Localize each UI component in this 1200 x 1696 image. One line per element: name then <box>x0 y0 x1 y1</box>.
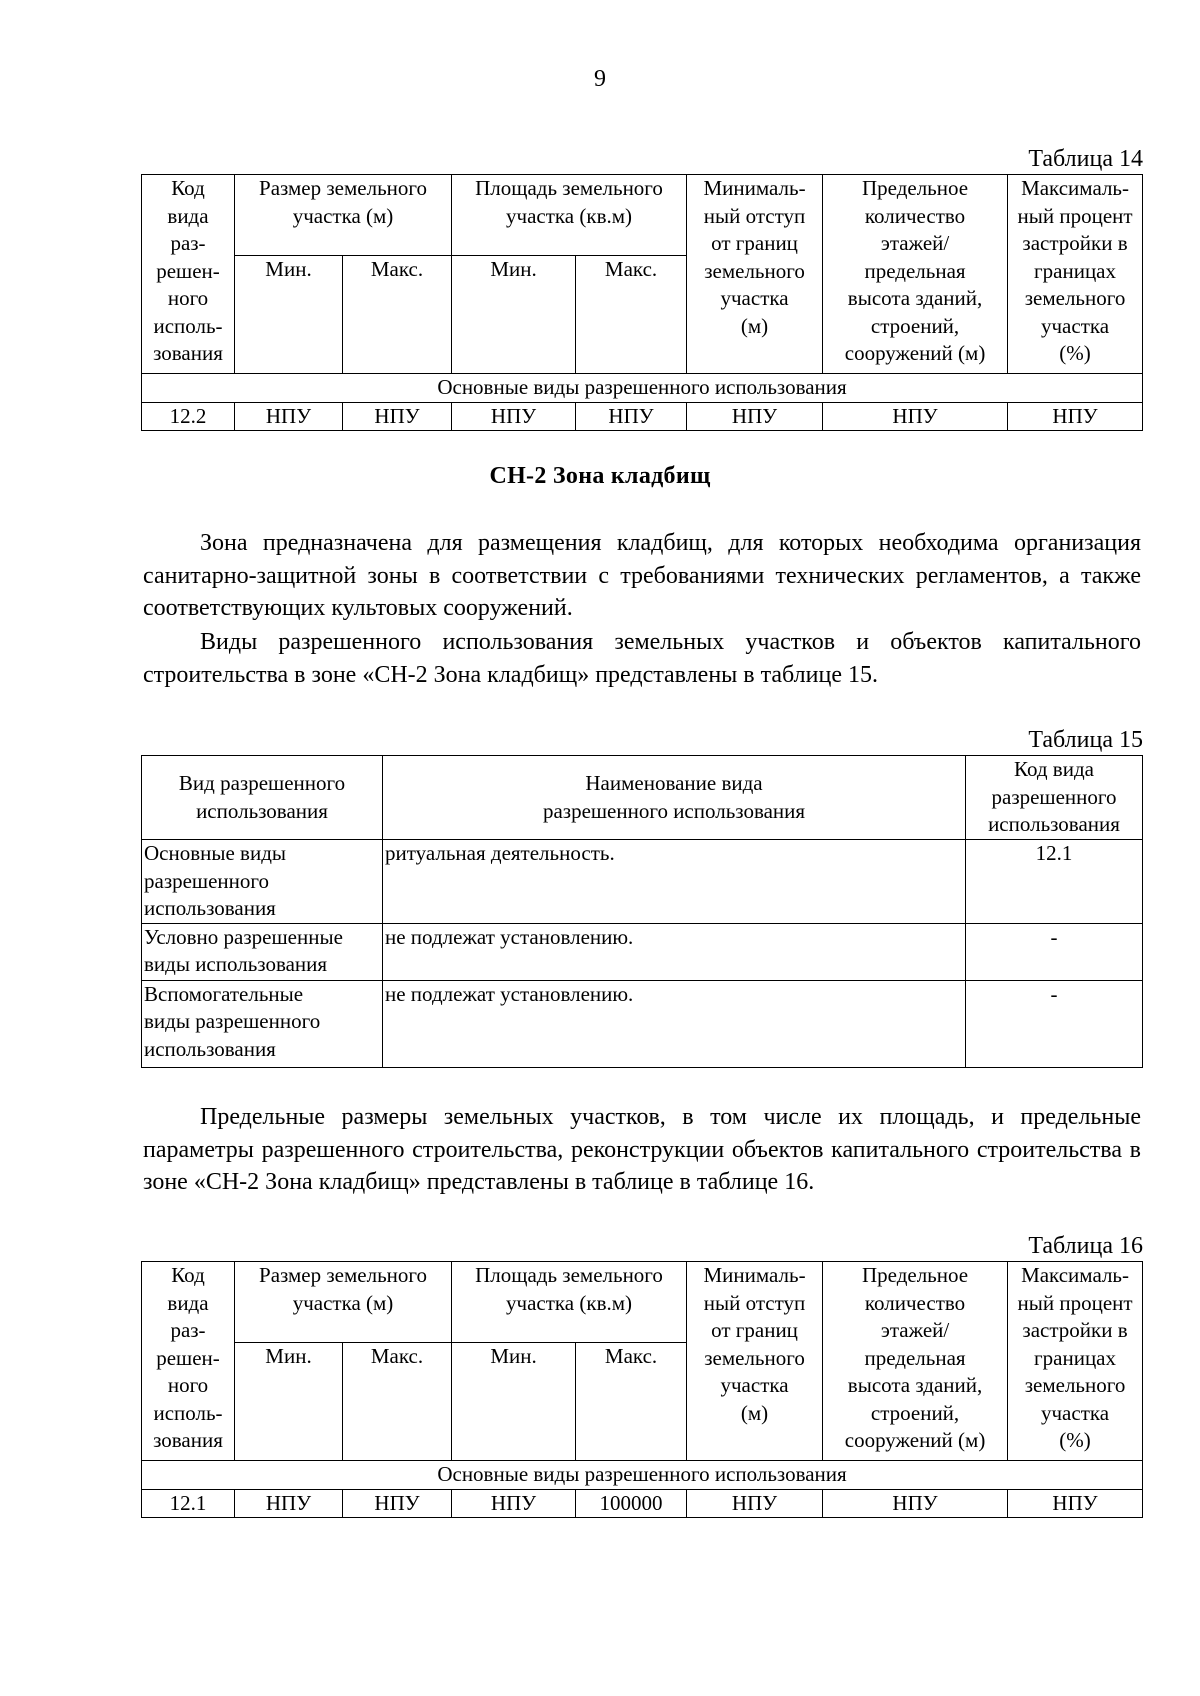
table-row <box>142 840 1143 924</box>
table-row <box>142 402 1143 431</box>
header-area-max: Макс. <box>576 256 687 374</box>
cell-setback: НПУ <box>687 402 823 431</box>
cell-code: 12.1 <box>142 1489 235 1518</box>
cell-area-max: НПУ <box>576 402 687 431</box>
header-plot-area: Площадь земельного участка (кв.м) <box>452 175 687 256</box>
cell-size-max: НПУ <box>343 1489 452 1518</box>
zone-title: СН-2 Зона кладбищ <box>489 463 711 489</box>
cell-area-max: 100000 <box>576 1489 687 1518</box>
header-setback: Минималь- ный отступ от границ земельного участка (м) <box>687 1262 823 1461</box>
table-row <box>142 980 1143 1067</box>
cell-use-code: - <box>966 923 1143 980</box>
table-15 <box>141 755 1143 1068</box>
table-14 <box>141 174 1143 431</box>
header-floors-height: Предельное количество этажей/ предельная высота зданий, строений, сооружений (м) <box>823 1262 1008 1461</box>
header-plot-size: Размер земельного участка (м) <box>235 175 452 256</box>
cell-coverage: НПУ <box>1008 402 1143 431</box>
section-row: Основные виды разрешенного использования <box>142 374 1143 403</box>
header-plot-size: Размер земельного участка (м) <box>235 1262 452 1343</box>
header-area-min: Мин. <box>452 256 576 374</box>
paragraph-zone-purpose: Зона предназначена для размещения кладбищ, для которых необходима организация санитарно-защитной зоны в соответствии с требованиями технических регламентов, а также соответствующих культовых сооружений. <box>143 530 1141 621</box>
cell-size-min: НПУ <box>235 1489 343 1518</box>
cell-use-type: Условно разрешенные виды использования <box>142 923 383 980</box>
cell-code: 12.2 <box>142 402 235 431</box>
header-code: Код вида раз- решен- ного исполь- зования <box>142 1262 235 1461</box>
cell-use-code: - <box>966 980 1143 1067</box>
page-number: 9 <box>594 66 606 92</box>
cell-size-min: НПУ <box>235 402 343 431</box>
header-size-max: Макс. <box>343 256 452 374</box>
header-area-min: Мин. <box>452 1343 576 1461</box>
table-14-caption: Таблица 14 <box>1028 146 1143 172</box>
header-coverage: Максималь- ный процент застройки в границах земельного участка (%) <box>1008 1262 1143 1461</box>
header-code: Код вида раз- решен- ного исполь- зования <box>142 175 235 374</box>
header-coverage: Максималь- ный процент застройки в границах земельного участка (%) <box>1008 175 1143 374</box>
table-15-caption: Таблица 15 <box>1028 727 1143 753</box>
cell-floors: НПУ <box>823 1489 1008 1518</box>
header-size-min: Мин. <box>235 256 343 374</box>
section-row: Основные виды разрешенного использования <box>142 1461 1143 1490</box>
header-plot-area: Площадь земельного участка (кв.м) <box>452 1262 687 1343</box>
cell-size-max: НПУ <box>343 402 452 431</box>
header-size-max: Макс. <box>343 1343 452 1461</box>
header-use-name: Наименование вида разрешенного использования <box>383 756 966 840</box>
cell-setback: НПУ <box>687 1489 823 1518</box>
cell-area-min: НПУ <box>452 1489 576 1518</box>
paragraph-table15-intro: Виды разрешенного использования земельных участков и объектов капитального строительства в зоне «СН-2 Зона кладбищ» представлены в таблице 15. <box>143 629 1141 688</box>
table-16 <box>141 1261 1143 1518</box>
header-setback: Минималь- ный отступ от границ земельного участка (м) <box>687 175 823 374</box>
cell-area-min: НПУ <box>452 402 576 431</box>
cell-use-name: не подлежат установлению. <box>383 923 966 980</box>
table-row <box>142 923 1143 980</box>
header-use-code: Код вида разрешенного использования <box>966 756 1143 840</box>
table-16-caption: Таблица 16 <box>1028 1233 1143 1259</box>
header-size-min: Мин. <box>235 1343 343 1461</box>
cell-use-code: 12.1 <box>966 840 1143 924</box>
cell-floors: НПУ <box>823 402 1008 431</box>
header-area-max: Макс. <box>576 1343 687 1461</box>
cell-coverage: НПУ <box>1008 1489 1143 1518</box>
cell-use-name: ритуальная деятельность. <box>383 840 966 924</box>
paragraph-table16-intro: Предельные размеры земельных участков, в том числе их площадь, и предельные параметры разрешенного строительства, реконструкции объектов капитального строительства в зоне «СН-2 Зона кладбищ» представлены в таблице в таблице 16. <box>143 1104 1141 1195</box>
cell-use-type: Основные виды разрешенного использования <box>142 840 383 924</box>
header-use-type: Вид разрешенного использования <box>142 756 383 840</box>
header-floors-height: Предельное количество этажей/ предельная высота зданий, строений, сооружений (м) <box>823 175 1008 374</box>
cell-use-name: не подлежат установлению. <box>383 980 966 1067</box>
table-row <box>142 1489 1143 1518</box>
cell-use-type: Вспомогательные виды разрешенного использования <box>142 980 383 1067</box>
